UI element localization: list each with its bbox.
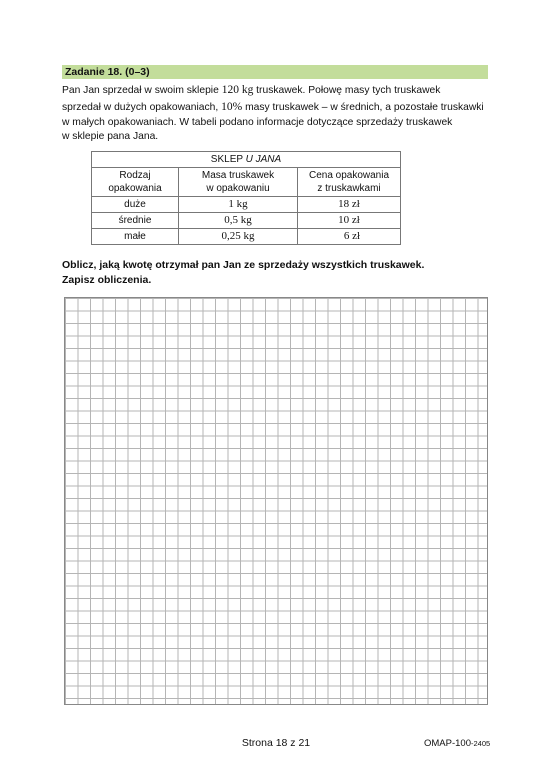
- page-number: Strona 18 z 21: [241, 737, 311, 749]
- table-row: [92, 213, 401, 229]
- column-header-type: [92, 168, 179, 197]
- header-line: Cena opakowania: [308, 170, 390, 181]
- task-header: [62, 65, 488, 79]
- header-line: w opakowaniu: [206, 183, 270, 194]
- task-instruction: [62, 258, 424, 288]
- instruction-line-1: Oblicz, jaką kwotę otrzymał pan Jan ze sprzedaży wszystkich truskawek.: [62, 259, 425, 271]
- intro-line-4: w sklepie pana Jana.: [62, 131, 159, 142]
- instruction-line-2: Zapisz obliczenia.: [62, 274, 152, 286]
- cell-mass: 0,5 kg: [179, 213, 298, 229]
- cell-price: 18 zł: [298, 197, 401, 213]
- table-row: [92, 197, 401, 213]
- intro-text: truskawek. Połowę masy tych truskawek: [253, 85, 441, 96]
- cell-price: 6 zł: [298, 229, 401, 245]
- cell-type: duże: [92, 197, 179, 213]
- header-line: Rodzaj: [119, 170, 151, 181]
- task-title: Zadanie 18. (0–3): [65, 66, 150, 78]
- column-header-mass: [179, 168, 298, 197]
- exam-code: [424, 738, 490, 749]
- header-line: z truskawkami: [317, 183, 381, 194]
- cell-price: 10 zł: [298, 213, 401, 229]
- cell-type: średnie: [92, 213, 179, 229]
- caption-shop-name: U JANA: [245, 154, 282, 165]
- intro-percent-value: 10%: [221, 101, 243, 113]
- header-line: Masa truskawek: [201, 170, 275, 181]
- intro-text: sprzedał w dużych opakowaniach,: [62, 102, 222, 113]
- cell-mass: 1 kg: [179, 197, 298, 213]
- table-caption: [92, 152, 401, 168]
- column-header-price: [298, 168, 401, 197]
- header-line: opakowania: [108, 183, 162, 194]
- intro-mass-value: 120 kg: [221, 84, 254, 96]
- intro-line-3: w małych opakowaniach. W tabeli podano informacje dotyczące sprzedaży truskawek: [62, 117, 453, 128]
- exam-code-suffix: -2405: [471, 739, 491, 748]
- cell-mass: 0,25 kg: [179, 229, 298, 245]
- cell-type: małe: [92, 229, 179, 245]
- table-row: [92, 229, 401, 245]
- intro-line-1: [62, 82, 492, 99]
- task-intro: [62, 82, 492, 145]
- answer-grid[interactable]: [64, 297, 488, 705]
- intro-line-2: [62, 99, 492, 116]
- intro-text: Pan Jan sprzedał w swoim sklepie: [62, 85, 222, 96]
- sales-table: [91, 151, 401, 245]
- intro-text: masy truskawek – w średnich, a pozostałe truskawki: [242, 102, 484, 113]
- exam-code-main: OMAP-100: [424, 738, 471, 749]
- caption-text: SKLEP: [210, 154, 246, 165]
